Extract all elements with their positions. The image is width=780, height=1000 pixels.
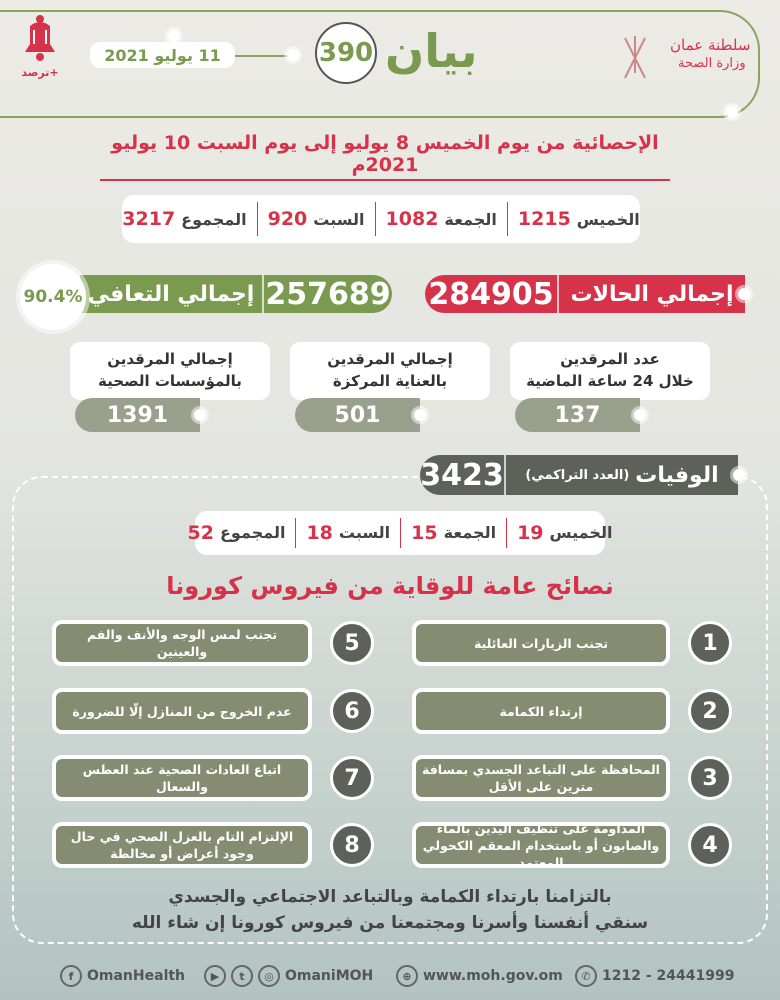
card-line1: عدد المرقدين	[560, 350, 660, 368]
hospital-value: 501	[295, 398, 420, 432]
dot	[726, 106, 738, 118]
crescent-emblem-icon	[600, 18, 670, 98]
tip-text: تجنب الزيارات العائلية	[412, 620, 670, 666]
hospital-card-total	[70, 342, 270, 400]
day-label: الخميس	[576, 209, 640, 229]
day-label: السبت	[338, 523, 391, 543]
footer-phone[interactable]	[575, 965, 734, 987]
phone-icon: ✆	[575, 965, 597, 987]
twitter-icon: t	[231, 965, 253, 987]
logo-line1: سلطنة عمان	[670, 36, 751, 54]
website-link: www.moh.gov.om	[423, 968, 563, 984]
hospital-value: 1391	[75, 398, 200, 432]
day-value: 1215	[517, 208, 571, 230]
daily-deaths-cell	[400, 518, 506, 549]
footer-website[interactable]	[396, 965, 563, 987]
card-line2: خلال 24 ساعة الماضية	[526, 372, 694, 390]
card-line1: إجمالي المرقدين	[327, 350, 453, 368]
daily-cases-cell	[507, 202, 650, 236]
globe-icon: ⊕	[396, 965, 418, 987]
day-label: الخميس	[549, 523, 613, 543]
dot	[414, 409, 426, 421]
tip-text: اتباع العادات الصحية عند العطس والسعال	[52, 755, 312, 801]
daily-cases-row	[122, 195, 640, 243]
day-label: الجمعة	[443, 523, 497, 543]
card-line1: إجمالي المرقدين	[107, 350, 233, 368]
tips-title: نصائح عامة للوقاية من فيروس كورونا	[166, 572, 614, 600]
instagram-icon: ◎	[258, 965, 280, 987]
day-value: 19	[517, 521, 544, 544]
total-label: المجموع	[181, 209, 247, 229]
recovered-value: 257689	[262, 275, 392, 313]
statement-number: 390	[315, 22, 377, 84]
bell-icon	[23, 14, 57, 62]
statement-label: بيان	[385, 24, 478, 78]
card-line2: بالعناية المركزة	[332, 372, 448, 390]
dot	[634, 409, 646, 421]
day-value: 15	[411, 521, 438, 544]
youtube-icon: ▶	[204, 965, 226, 987]
hospital-card-icu	[290, 342, 490, 400]
deaths-value: 3423	[420, 455, 506, 495]
tip-number: 6	[330, 689, 374, 733]
day-value: 1082	[385, 208, 439, 230]
tip-text: إرتداء الكمامة	[412, 688, 670, 734]
date-pill: 11 يوليو 2021	[90, 42, 235, 68]
total-cases-value: 284905	[425, 275, 559, 313]
total-value: 52	[187, 521, 214, 544]
report-title: الإحصائية من يوم الخميس 8 يوليو إلى يوم السبت 10 يوليو 2021م	[100, 132, 670, 181]
deaths-label: الوفيات	[635, 462, 719, 488]
deaths-sublabel: (العدد التراكمي)	[525, 467, 630, 483]
daily-cases-total	[112, 202, 256, 236]
day-label: السبت	[313, 209, 365, 229]
day-value: 920	[267, 208, 308, 230]
hospital-value: 137	[515, 398, 640, 432]
footer-social[interactable]	[204, 965, 373, 987]
recovery-percent: 90.4%	[20, 264, 86, 330]
facebook-icon: f	[60, 965, 82, 987]
ministry-logo	[600, 18, 770, 98]
tip-text: المحافظة على التباعد الجسدي بمسافة مترين على الأقل	[412, 755, 670, 801]
dot	[733, 469, 745, 481]
facebook-handle: OmanHealth	[87, 968, 186, 984]
closing-message	[0, 884, 780, 936]
card-line2: بالمؤسسات الصحية	[98, 372, 242, 390]
alert-logo	[18, 14, 62, 79]
tip-number: 1	[688, 621, 732, 665]
day-value: 18	[306, 521, 333, 544]
logo-line2: وزارة الصحة	[678, 56, 746, 71]
total-cases-label: إجمالي الحالات	[570, 281, 734, 307]
total-label: المجموع	[220, 523, 286, 543]
alert-label: ترصد+	[21, 66, 59, 79]
tip-text: عدم الخروج من المنازل إلّا للضرورة	[52, 688, 312, 734]
daily-deaths-total	[178, 518, 296, 549]
footer-facebook[interactable]	[60, 965, 185, 987]
tip-number: 2	[688, 689, 732, 733]
tip-text: الإلتزام التام بالعزل الصحي في حال وجود أعراض أو مخالطة	[52, 822, 312, 868]
daily-cases-cell	[257, 202, 375, 236]
dot	[738, 288, 750, 300]
daily-cases-cell	[375, 202, 507, 236]
tip-number: 5	[330, 621, 374, 665]
daily-deaths-cell	[506, 518, 622, 549]
total-value: 3217	[122, 208, 176, 230]
dot	[287, 49, 299, 61]
connector	[235, 55, 290, 57]
closing-line2: سنقي أنفسنا وأسرنا ومجتمعنا من فيروس كورونا إن شاء الله	[131, 913, 649, 933]
tip-text: المداومة على تنظيف اليدين بالماء والصابون أو باستخدام المعقم الكحولي المعتمد	[412, 822, 670, 868]
deaths-bar	[420, 455, 738, 495]
tip-number: 3	[688, 756, 732, 800]
dot	[194, 409, 206, 421]
recovered-bar	[80, 275, 392, 313]
daily-deaths-cell	[295, 518, 400, 549]
hospital-card-24h	[510, 342, 710, 400]
dot	[168, 30, 180, 42]
total-cases-bar	[425, 275, 745, 313]
day-label: الجمعة	[444, 209, 497, 229]
tip-number: 7	[330, 756, 374, 800]
social-handle: OmaniMOH	[285, 968, 374, 984]
deaths-label-group	[506, 455, 738, 495]
tip-number: 4	[688, 823, 732, 867]
tip-text: تجنب لمس الوجه والأنف والفم والعينين	[52, 620, 312, 666]
closing-line1: بالتزامنا بارتداء الكمامة وبالتباعد الاجتماعي والجسدي	[168, 887, 612, 907]
tip-number: 8	[330, 823, 374, 867]
recovered-label: إجمالي التعافي	[87, 281, 255, 307]
phone-number: 1212 - 24441999	[602, 968, 735, 984]
daily-deaths-row	[187, 511, 613, 555]
